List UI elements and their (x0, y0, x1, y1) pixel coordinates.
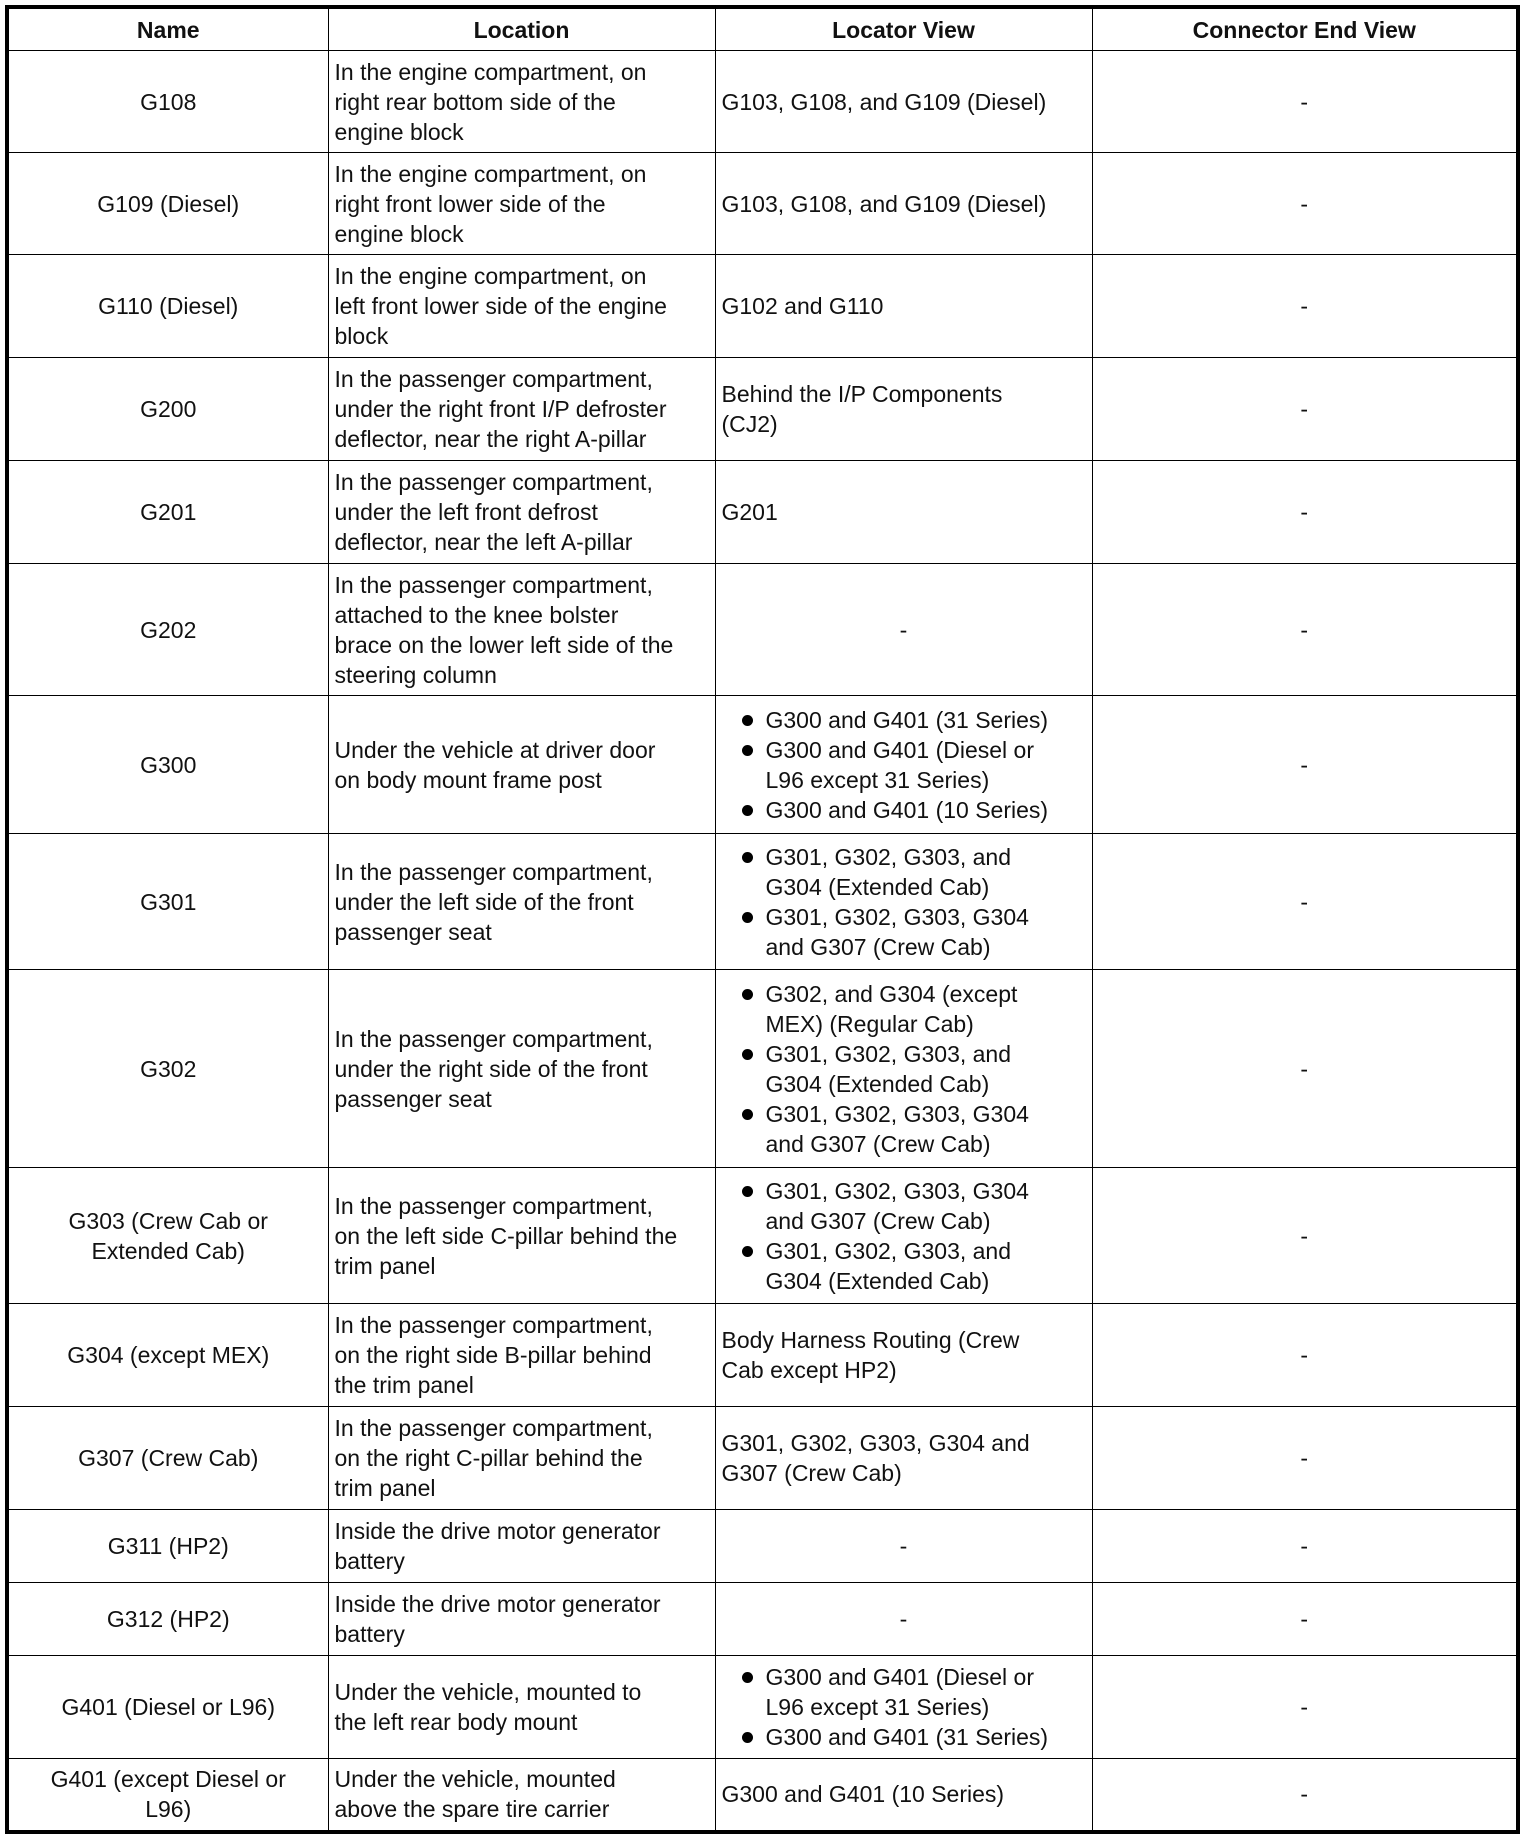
name-line: G401 (except Diesel or (50, 1766, 286, 1793)
locator-view-line: G300 and G401 (10 Series) (721, 1781, 1005, 1808)
connector-end-view-cell: - (1092, 358, 1518, 461)
locator-view-item (722, 1722, 1086, 1752)
location-line: passenger seat (334, 918, 492, 945)
table-row (7, 358, 1518, 461)
connector-end-view-cell: - (1092, 1583, 1518, 1656)
locator-view-line: G103, G108, and G109 (Diesel) (721, 88, 1047, 115)
table-row (7, 970, 1518, 1168)
locator-view-line: (CJ2) (721, 411, 778, 437)
locator-view-line: and G307 (Crew Cab) (765, 933, 991, 960)
locator-view-line: G301, G302, G303, G304 (765, 1177, 1029, 1204)
location-line: attached to the knee bolster (334, 601, 619, 628)
name-line: G311 (HP2) (107, 1533, 229, 1559)
location-line: deflector, near the right A-pillar (334, 426, 647, 452)
name-cell (7, 970, 328, 1168)
name-cell (7, 1510, 328, 1583)
location-line: In the passenger compartment, (334, 1192, 653, 1219)
connector-end-view-cell: - (1092, 1304, 1518, 1407)
table-row (7, 461, 1518, 564)
locator-view-line: G300 and G401 (10 Series) (765, 796, 1049, 823)
locator-view-cell (715, 696, 1092, 834)
location-cell (328, 1168, 715, 1304)
name-line: G307 (Crew Cab) (78, 1445, 259, 1471)
name-cell (7, 696, 328, 834)
name-cell (7, 1759, 328, 1832)
locator-view-item (722, 795, 1086, 825)
location-line: under the left front defrost (334, 499, 598, 525)
locator-view-item (722, 842, 1086, 902)
location-line: the trim panel (334, 1372, 474, 1398)
location-line: passenger seat (334, 1085, 492, 1112)
table-row (7, 1656, 1518, 1759)
connector-end-view-cell: - (1092, 564, 1518, 696)
location-line: trim panel (334, 1252, 436, 1279)
connector-end-view-cell: - (1092, 970, 1518, 1168)
locator-view-line: G307 (Crew Cab) (721, 1460, 902, 1486)
locator-view-line: G300 and G401 (Diesel or (765, 736, 1034, 763)
locator-view-line: Behind the I/P Components (721, 381, 1003, 407)
location-line: Inside the drive motor generator (334, 1591, 661, 1617)
name-line: G109 (Diesel) (97, 190, 240, 217)
location-line: In the passenger compartment, (334, 1415, 653, 1441)
location-line: block (334, 323, 389, 349)
location-line: In the engine compartment, on (334, 160, 647, 187)
name-cell (7, 461, 328, 564)
locator-view-line: G304 (Extended Cab) (765, 1070, 990, 1097)
name-line: G300 (140, 751, 197, 778)
name-line: G108 (140, 88, 197, 115)
locator-view-cell (715, 255, 1092, 358)
locator-view-list (722, 1176, 1086, 1296)
table-row (7, 1759, 1518, 1832)
header-locator-view: Locator View (715, 7, 1092, 51)
table-row (7, 51, 1518, 153)
table-row (7, 255, 1518, 358)
locator-view-list (722, 979, 1086, 1159)
location-cell (328, 1510, 715, 1583)
name-line: G200 (140, 396, 197, 422)
locator-view-list (722, 842, 1086, 962)
locator-view-line: L96 except 31 Series) (765, 766, 990, 793)
locator-view-line: G301, G302, G303, and (765, 1040, 1012, 1067)
location-cell (328, 51, 715, 153)
location-line: under the right side of the front (334, 1055, 648, 1082)
name-cell (7, 1583, 328, 1656)
location-line: on the left side C-pillar behind the (334, 1222, 678, 1249)
location-line: In the engine compartment, on (334, 58, 647, 85)
table-row (7, 1168, 1518, 1304)
connector-end-view-cell: - (1092, 1407, 1518, 1510)
location-line: on the right C-pillar behind the (334, 1445, 643, 1471)
locator-view-line: G301, G302, G303, and (765, 843, 1012, 870)
location-cell (328, 255, 715, 358)
locator-view-item (722, 902, 1086, 962)
locator-view-item (722, 1662, 1086, 1722)
location-cell (328, 1759, 715, 1832)
locator-view-cell (715, 51, 1092, 153)
name-cell (7, 1168, 328, 1304)
location-line: deflector, near the left A-pillar (334, 529, 633, 555)
location-line: Under the vehicle, mounted to (334, 1679, 642, 1705)
locator-view-line: G304 (Extended Cab) (765, 873, 990, 900)
locator-view-line: G103, G108, and G109 (Diesel) (721, 190, 1047, 217)
locator-view-line: G102 and G110 (721, 293, 884, 319)
locator-view-line: and G307 (Crew Cab) (765, 1130, 991, 1157)
locator-view-line: L96 except 31 Series) (765, 1694, 990, 1720)
connector-end-view-cell: - (1092, 1759, 1518, 1832)
location-line: In the passenger compartment, (334, 1312, 653, 1338)
locator-view-list (722, 705, 1086, 825)
name-line: G302 (140, 1055, 197, 1082)
name-line: G301 (140, 888, 197, 915)
connector-end-view-cell: - (1092, 153, 1518, 255)
locator-view-cell (715, 461, 1092, 564)
location-line: steering column (334, 661, 497, 688)
location-line: In the engine compartment, on (334, 263, 647, 289)
connector-end-view-cell: - (1092, 1510, 1518, 1583)
location-line: battery (334, 1548, 405, 1574)
locator-view-cell (715, 358, 1092, 461)
locator-view-cell: - (715, 1583, 1092, 1656)
connector-end-view-cell: - (1092, 255, 1518, 358)
header-connector-end-view: Connector End View (1092, 7, 1518, 51)
locator-view-item (722, 705, 1086, 735)
location-cell (328, 1656, 715, 1759)
location-cell (328, 564, 715, 696)
locator-view-cell (715, 1759, 1092, 1832)
locator-view-line: MEX) (Regular Cab) (765, 1010, 974, 1037)
location-line: battery (334, 1621, 405, 1647)
location-cell (328, 1583, 715, 1656)
name-cell (7, 834, 328, 970)
locator-view-line: G300 and G401 (Diesel or (765, 1664, 1034, 1690)
header-row (7, 7, 1518, 51)
locator-view-line: G201 (721, 499, 778, 525)
table-row (7, 153, 1518, 255)
location-line: above the spare tire carrier (334, 1796, 610, 1823)
location-cell (328, 834, 715, 970)
location-cell (328, 461, 715, 564)
location-line: under the left side of the front (334, 888, 634, 915)
locator-view-cell: - (715, 1510, 1092, 1583)
location-line: left front lower side of the engine (334, 293, 667, 319)
location-cell (328, 970, 715, 1168)
location-line: Under the vehicle, mounted (334, 1766, 616, 1793)
location-cell (328, 1304, 715, 1407)
name-line: G201 (140, 499, 197, 525)
locator-view-cell (715, 1407, 1092, 1510)
header-name: Name (7, 7, 328, 51)
locator-view-line: G300 and G401 (31 Series) (765, 706, 1049, 733)
name-line: G303 (Crew Cab or (68, 1207, 268, 1234)
name-line: L96) (145, 1796, 192, 1823)
locator-view-line: G300 and G401 (31 Series) (765, 1724, 1049, 1750)
locator-view-list (722, 1662, 1086, 1752)
name-cell (7, 1656, 328, 1759)
location-line: brace on the lower left side of the (334, 631, 674, 658)
location-line: Inside the drive motor generator (334, 1518, 661, 1544)
location-line: engine block (334, 118, 464, 145)
table-row (7, 696, 1518, 834)
locator-view-item (722, 1176, 1086, 1236)
location-line: right front lower side of the (334, 190, 606, 217)
location-line: In the passenger compartment, (334, 858, 653, 885)
location-line: In the passenger compartment, (334, 469, 653, 495)
table-row (7, 1304, 1518, 1407)
name-line: G202 (140, 616, 197, 643)
locator-view-cell (715, 970, 1092, 1168)
name-cell (7, 358, 328, 461)
locator-view-item (722, 1236, 1086, 1296)
location-line: Under the vehicle at driver door (334, 736, 656, 763)
connector-end-view-cell: - (1092, 696, 1518, 834)
location-line: on body mount frame post (334, 766, 602, 793)
ground-locations-table (5, 5, 1520, 1834)
location-line: In the passenger compartment, (334, 1025, 653, 1052)
header-location: Location (328, 7, 715, 51)
table-row (7, 564, 1518, 696)
location-cell (328, 153, 715, 255)
name-line: G110 (Diesel) (98, 293, 239, 319)
locator-view-line: Cab except HP2) (721, 1357, 897, 1383)
locator-view-line: G301, G302, G303, G304 (765, 903, 1029, 930)
locator-view-line: G301, G302, G303, and (765, 1237, 1012, 1264)
connector-end-view-cell: - (1092, 51, 1518, 153)
table-row (7, 1583, 1518, 1656)
name-cell (7, 51, 328, 153)
name-cell (7, 564, 328, 696)
locator-view-item (722, 979, 1086, 1039)
location-line: trim panel (334, 1475, 436, 1501)
table-row (7, 1510, 1518, 1583)
name-line: G312 (HP2) (106, 1606, 230, 1632)
name-cell (7, 1407, 328, 1510)
locator-view-item (722, 1039, 1086, 1099)
locator-view-line: and G307 (Crew Cab) (765, 1207, 991, 1234)
name-cell (7, 1304, 328, 1407)
locator-view-item (722, 735, 1086, 795)
location-line: under the right front I/P defroster (334, 396, 667, 422)
name-line: G401 (Diesel or L96) (61, 1694, 275, 1720)
locator-view-cell (715, 834, 1092, 970)
locator-view-cell (715, 153, 1092, 255)
location-line: the left rear body mount (334, 1709, 578, 1735)
location-cell (328, 358, 715, 461)
connector-end-view-cell: - (1092, 461, 1518, 564)
connector-end-view-cell: - (1092, 1656, 1518, 1759)
locator-view-cell (715, 1656, 1092, 1759)
locator-view-line: Body Harness Routing (Crew (721, 1327, 1020, 1353)
name-line: G304 (except MEX) (67, 1342, 270, 1368)
location-line: engine block (334, 220, 464, 247)
connector-end-view-cell: - (1092, 1168, 1518, 1304)
locator-view-line: G302, and G304 (except (765, 980, 1018, 1007)
name-cell (7, 255, 328, 358)
location-line: on the right side B-pillar behind (334, 1342, 652, 1368)
location-cell (328, 1407, 715, 1510)
locator-view-line: G301, G302, G303, G304 (765, 1100, 1029, 1127)
name-line: Extended Cab) (91, 1237, 245, 1264)
location-cell (328, 696, 715, 834)
location-line: In the passenger compartment, (334, 366, 653, 392)
locator-view-cell: - (715, 564, 1092, 696)
location-line: right rear bottom side of the (334, 88, 616, 115)
name-cell (7, 153, 328, 255)
connector-end-view-cell: - (1092, 834, 1518, 970)
locator-view-cell (715, 1168, 1092, 1304)
locator-view-item (722, 1099, 1086, 1159)
locator-view-line: G304 (Extended Cab) (765, 1267, 990, 1294)
table-row (7, 1407, 1518, 1510)
location-line: In the passenger compartment, (334, 571, 653, 598)
locator-view-line: G301, G302, G303, G304 and (721, 1430, 1030, 1456)
locator-view-cell (715, 1304, 1092, 1407)
table-row (7, 834, 1518, 970)
